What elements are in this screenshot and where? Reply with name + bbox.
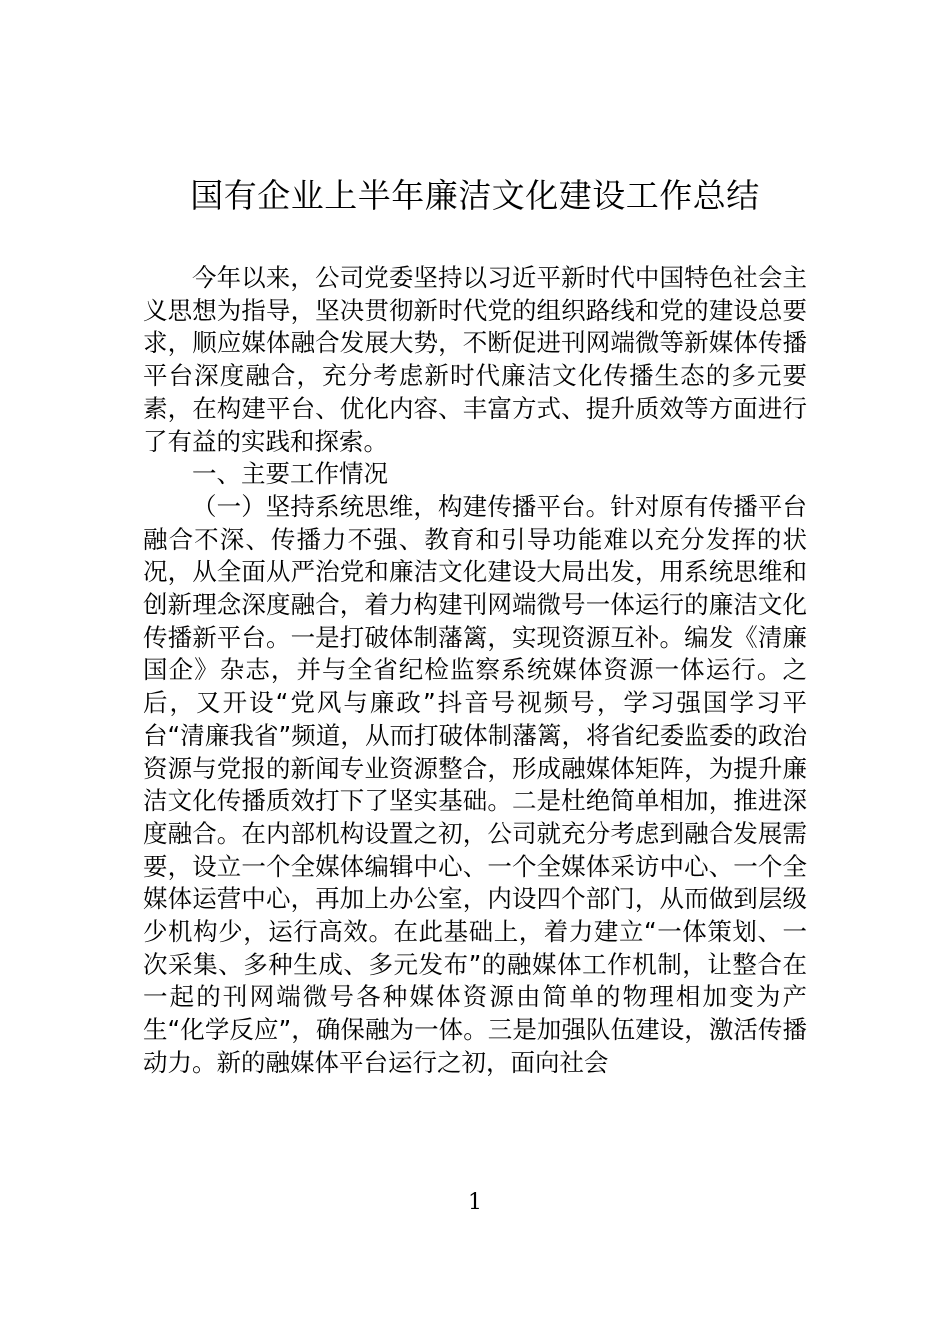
document-title: 国有企业上半年廉洁文化建设工作总结 [190,176,760,215]
body-paragraph: （一）坚持系统思维，构建传播平台。针对原有传播平台融合不深、传播力不强、教育和引导功能难以充分发挥的状况，从全面从严治党和廉洁文化建设大局出发，用系统思维和创新理念深度融合，着力构建刊网端微号一体运行的廉洁文化传播新平台。一是打破体制藩篱，实现资源互补。编发《清廉国企》杂志，并与全省纪检监察系统媒体资源一体运行。之后，又开设“党风与廉政”抖音号视频号，学习强国学习平台“清廉我省”频道，从而打破体制藩篱，将省纪委监委的政治资源与党报的新闻专业资源整合，形成融媒体矩阵，为提升廉洁文化传播质效打下了坚实基础。二是杜绝简单相加，推进深度融合。在内部机构设置之初，公司就充分考虑到融合发展需要，设立一个全媒体编辑中心、一个全媒体采访中心、一个全媒体运营中心，再加上办公室，内设四个部门，从而做到层级少机构少，运行高效。在此基础上，着力建立“一体策划、一次采集、多种生成、多元发布”的融媒体工作机制，让整合在一起的刊网端微号各种媒体资源由简单的物理相加变为产生“化学反应”，确保融为一体。三是加强队伍建设，激活传播动力。新的融媒体平台运行之初，面向社会 [143,491,807,1077]
intro-paragraph: 今年以来，公司党委坚持以习近平新时代中国特色社会主义思想为指导，坚决贯彻新时代党的组织路线和党的建设总要求，顺应媒体融合发展大势，不断促进刊网端微等新媒体传播平台深度融合，充分考虑新时代廉洁文化传播生态的多元要素，在构建平台、优化内容、丰富方式、提升质效等方面进行了有益的实践和探索。 [143,263,807,456]
page-number: 1 [468,1190,482,1215]
document-body [143,262,807,1080]
section-heading: 一、主要工作情况 [192,459,388,489]
